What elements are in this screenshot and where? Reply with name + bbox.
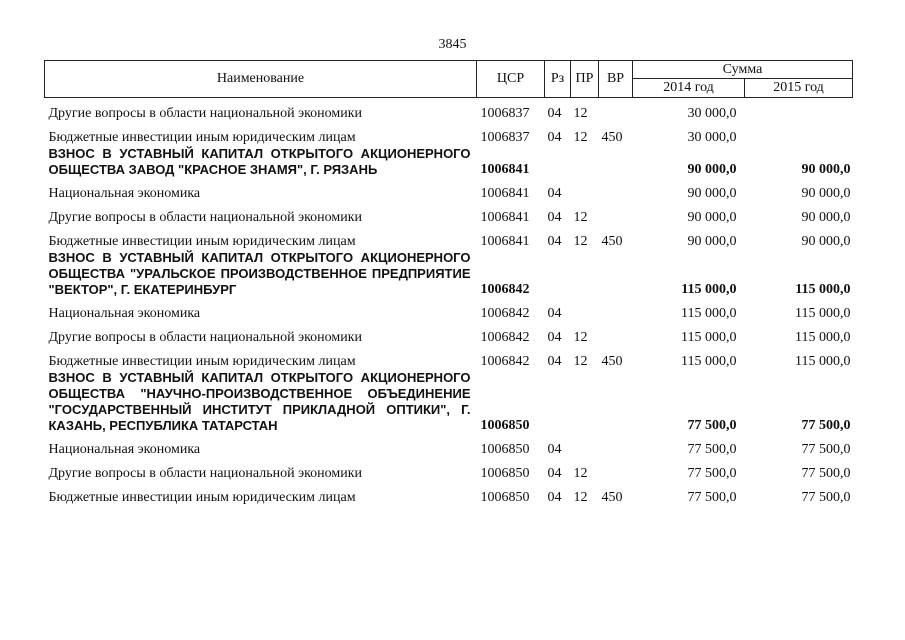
row-pr: 12 <box>573 466 588 481</box>
row-sum-2015: 115 000,0 <box>795 354 851 369</box>
row-sum-2015: 115 000,0 <box>795 282 851 297</box>
row-csr: 1006850 <box>480 418 530 433</box>
row-sum-2015: 77 500,0 <box>801 418 851 433</box>
table-row <box>45 202 853 226</box>
header-sum: Сумма <box>633 61 853 79</box>
table-row <box>45 434 853 458</box>
table-row <box>45 226 853 250</box>
table-row <box>45 122 853 146</box>
table-row <box>45 322 853 346</box>
row-vr <box>599 322 633 346</box>
row-name: Бюджетные инвестиции иным юридическим лицам <box>48 354 356 369</box>
row-csr: 1006841 <box>480 186 530 201</box>
row-vr <box>599 178 633 202</box>
row-name: Национальная экономика <box>48 306 201 321</box>
table-row <box>45 458 853 482</box>
row-sum-2015: 90 000,0 <box>801 210 851 225</box>
row-rz: 04 <box>547 234 562 249</box>
row-sum-2014: 77 500,0 <box>687 418 737 433</box>
table-row <box>45 98 853 123</box>
row-name: Бюджетные инвестиции иным юридическим лицам <box>48 234 356 249</box>
row-vr <box>599 202 633 226</box>
row-csr: 1006850 <box>480 442 530 457</box>
row-name: Другие вопросы в области национальной экономики <box>48 466 363 481</box>
row-sum-2014: 30 000,0 <box>687 106 737 121</box>
row-pr: 12 <box>573 210 588 225</box>
row-name: ВЗНОС В УСТАВНЫЙ КАПИТАЛ ОТКРЫТОГО АКЦИОНЕРНОГО ОБЩЕСТВА "НАУЧНО-ПРОИЗВОДСТВЕННОЕ ОБЪЕДИНЕНИЕ "ГОСУДАРСТВЕННЫЙ ИНСТИТУТ ПРИКЛАДНОЙ ОПТИКИ", Г. КАЗАНЬ, РЕСПУБЛИКА ТАТАРСТАН <box>48 370 471 433</box>
table-header <box>45 61 853 98</box>
budget-table <box>44 60 853 506</box>
row-sum-2015: 90 000,0 <box>801 234 851 249</box>
row-sum-2014: 90 000,0 <box>687 186 737 201</box>
row-sum-2014: 90 000,0 <box>687 234 737 249</box>
page-number: 3845 <box>438 37 467 52</box>
row-pr: 12 <box>573 106 588 121</box>
header-pr: ПР <box>571 61 599 98</box>
row-pr <box>571 434 599 458</box>
row-sum-2015: 115 000,0 <box>795 330 851 345</box>
row-sum-2014: 77 500,0 <box>687 466 737 481</box>
row-vr: 450 <box>601 490 623 505</box>
table-row-section <box>45 250 853 298</box>
table-body <box>45 98 853 507</box>
row-name: ВЗНОС В УСТАВНЫЙ КАПИТАЛ ОТКРЫТОГО АКЦИОНЕРНОГО ОБЩЕСТВА "УРАЛЬСКОЕ ПРОИЗВОДСТВЕННОЕ ПРЕДПРИЯТИЕ "ВЕКТОР", Г. ЕКАТЕРИНБУРГ <box>48 250 471 297</box>
row-sum-2015: 90 000,0 <box>801 162 851 177</box>
row-sum-2014: 115 000,0 <box>681 330 737 345</box>
row-csr: 1006841 <box>480 234 530 249</box>
row-rz: 04 <box>547 306 562 321</box>
row-csr: 1006850 <box>480 466 530 481</box>
row-pr <box>571 298 599 322</box>
row-name: Национальная экономика <box>48 442 201 457</box>
row-rz: 04 <box>547 186 562 201</box>
row-rz: 04 <box>547 442 562 457</box>
row-sum-2015: 77 500,0 <box>801 442 851 457</box>
row-sum-2015 <box>745 122 853 146</box>
row-rz <box>545 370 571 434</box>
table-row-section <box>45 146 853 178</box>
row-rz <box>545 146 571 178</box>
row-rz: 04 <box>547 106 562 121</box>
header-year-2015: 2015 год <box>745 79 853 98</box>
table-row <box>45 298 853 322</box>
row-csr: 1006837 <box>480 106 530 121</box>
row-csr: 1006841 <box>480 210 530 225</box>
row-name: Бюджетные инвестиции иным юридическим лицам <box>48 490 356 505</box>
row-rz: 04 <box>547 490 562 505</box>
row-name: Национальная экономика <box>48 186 201 201</box>
header-csr: ЦСР <box>477 61 545 98</box>
row-pr <box>571 146 599 178</box>
header-rz: Рз <box>545 61 571 98</box>
table-row <box>45 178 853 202</box>
table-row <box>45 346 853 370</box>
row-rz: 04 <box>547 130 562 145</box>
header-vr: ВР <box>599 61 633 98</box>
row-csr: 1006842 <box>480 354 530 369</box>
row-vr: 450 <box>601 354 623 369</box>
row-rz <box>545 250 571 298</box>
row-sum-2015: 77 500,0 <box>801 466 851 481</box>
row-pr <box>571 250 599 298</box>
row-sum-2014: 77 500,0 <box>687 490 737 505</box>
row-pr <box>571 178 599 202</box>
row-csr: 1006841 <box>480 162 530 177</box>
row-csr: 1006850 <box>480 490 530 505</box>
row-sum-2015 <box>745 98 853 123</box>
row-vr: 450 <box>601 234 623 249</box>
row-name: ВЗНОС В УСТАВНЫЙ КАПИТАЛ ОТКРЫТОГО АКЦИОНЕРНОГО ОБЩЕСТВА ЗАВОД "КРАСНОЕ ЗНАМЯ", Г. РЯЗАНЬ <box>48 146 471 177</box>
row-pr <box>571 370 599 434</box>
header-name: Наименование <box>45 61 477 98</box>
row-vr <box>599 250 633 298</box>
row-csr: 1006837 <box>480 130 530 145</box>
row-sum-2014: 115 000,0 <box>681 354 737 369</box>
row-csr: 1006842 <box>480 306 530 321</box>
row-sum-2015: 90 000,0 <box>801 186 851 201</box>
row-rz: 04 <box>547 210 562 225</box>
row-sum-2014: 30 000,0 <box>687 130 737 145</box>
row-rz: 04 <box>547 330 562 345</box>
row-vr <box>599 98 633 123</box>
table-row <box>45 482 853 506</box>
row-vr: 450 <box>601 130 623 145</box>
row-pr: 12 <box>573 354 588 369</box>
row-sum-2014: 90 000,0 <box>687 210 737 225</box>
row-name: Другие вопросы в области национальной экономики <box>48 330 363 345</box>
row-vr <box>599 434 633 458</box>
row-vr <box>599 370 633 434</box>
row-sum-2015: 77 500,0 <box>801 490 851 505</box>
row-sum-2014: 90 000,0 <box>687 162 737 177</box>
row-rz: 04 <box>547 466 562 481</box>
row-sum-2014: 115 000,0 <box>681 306 737 321</box>
row-vr <box>599 146 633 178</box>
row-name: Бюджетные инвестиции иным юридическим лицам <box>48 130 356 145</box>
header-year-2014: 2014 год <box>633 79 745 98</box>
row-csr: 1006842 <box>480 282 530 297</box>
row-sum-2015: 115 000,0 <box>795 306 851 321</box>
row-pr: 12 <box>573 234 588 249</box>
row-sum-2014: 77 500,0 <box>687 442 737 457</box>
row-sum-2014: 115 000,0 <box>681 282 737 297</box>
row-rz: 04 <box>547 354 562 369</box>
row-pr: 12 <box>573 130 588 145</box>
row-name: Другие вопросы в области национальной экономики <box>48 106 363 121</box>
row-pr: 12 <box>573 330 588 345</box>
row-pr: 12 <box>573 490 588 505</box>
row-name: Другие вопросы в области национальной экономики <box>48 210 363 225</box>
row-vr <box>599 298 633 322</box>
row-vr <box>599 458 633 482</box>
row-csr: 1006842 <box>480 330 530 345</box>
table-row-section <box>45 370 853 434</box>
